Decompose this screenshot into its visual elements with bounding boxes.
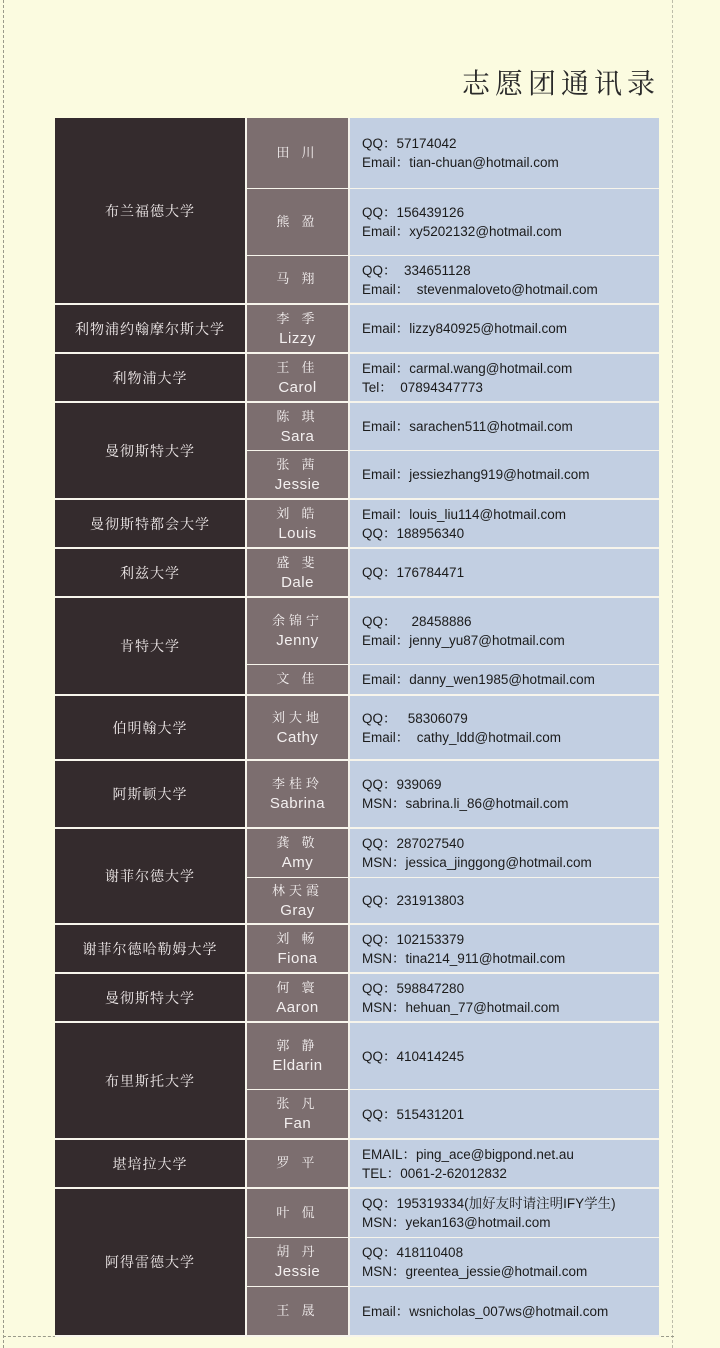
member-name: [247, 354, 350, 401]
university-group: [55, 500, 659, 549]
contact-line: QQ：287027540: [362, 836, 465, 851]
member-name: [247, 256, 350, 303]
contact-line: MSN：jessica_jinggong@hotmail.com: [362, 855, 592, 870]
contact-line: Email：carmal.wang@hotmail.com: [362, 360, 573, 376]
member-row: [247, 1286, 659, 1335]
chinese-name: 罗 平: [276, 1156, 319, 1171]
university-group: [55, 118, 659, 305]
chinese-name: 马 翔: [276, 272, 319, 287]
contact-line: Email：lizzy840925@hotmail.com: [362, 321, 568, 336]
member-row: [247, 1089, 659, 1138]
member-row: [247, 354, 659, 401]
member-list: [247, 305, 659, 352]
university-name: 谢菲尔德哈勒姆大学: [55, 925, 247, 972]
member-list: [247, 1140, 659, 1187]
contact-line: TEL：0061-2-62012832: [362, 1165, 507, 1181]
member-name: [247, 1238, 350, 1286]
perforation-left: [3, 0, 4, 1348]
member-list: [247, 549, 659, 596]
university-name: 曼彻斯特大学: [55, 403, 247, 498]
chinese-name: 何 寰: [276, 980, 319, 996]
chinese-name: 刘大地: [271, 710, 323, 726]
page-title: 志愿团通讯录: [461, 67, 660, 100]
member-name: [247, 761, 350, 827]
contact-line: Email：sarachen511@hotmail.com: [362, 419, 573, 434]
contact-line: MSN：greentea_jessie@hotmail.com: [362, 1264, 588, 1279]
contact-line: QQ：156439126: [362, 205, 465, 220]
contact-info: [350, 1189, 659, 1237]
university-group: [55, 598, 659, 696]
chinese-name: 田 川: [276, 145, 319, 161]
member-list: [247, 403, 659, 498]
member-name: [247, 598, 350, 664]
contact-line: EMAIL：ping_ace@bigpond.net.au: [362, 1146, 574, 1162]
member-row: [247, 696, 659, 759]
chinese-name: 叶 侃: [276, 1205, 319, 1221]
member-row: [247, 188, 659, 255]
contact-line: QQ：188956340: [362, 525, 465, 541]
contact-line: Email：louis_liu114@hotmail.com: [362, 506, 567, 522]
member-row: [247, 877, 659, 923]
member-name: [247, 305, 350, 352]
member-row: [247, 1023, 659, 1089]
member-name: [247, 500, 350, 547]
member-list: [247, 761, 659, 827]
contact-info: [350, 974, 659, 1021]
contact-info: [350, 1090, 659, 1138]
chinese-name: 刘 皓: [276, 506, 319, 522]
member-list: [247, 974, 659, 1021]
chinese-name: 文 佳: [276, 672, 319, 687]
member-row: [247, 829, 659, 877]
contact-line: QQ：176784471: [362, 565, 465, 580]
english-name: Louis: [278, 524, 317, 542]
member-name: [247, 1287, 350, 1335]
contact-line: QQ：195319334(加好友时请注明IFY学生): [362, 1196, 616, 1211]
chinese-name: 龚 敬: [276, 836, 319, 851]
contact-info: [350, 118, 659, 188]
member-name: [247, 1189, 350, 1237]
contact-line: Email：wsnicholas_007ws@hotmail.com: [362, 1303, 609, 1319]
english-name: Aaron: [276, 998, 319, 1016]
chinese-name: 王 佳: [276, 360, 319, 376]
chinese-name: 郭 静: [276, 1039, 319, 1054]
contact-info: [350, 256, 659, 303]
member-row: [247, 1189, 659, 1237]
member-row: [247, 118, 659, 188]
contact-line: Email：jenny_yu87@hotmail.com: [362, 633, 565, 648]
university-group: [55, 354, 659, 403]
university-name: 利兹大学: [55, 549, 247, 596]
member-row: [247, 549, 659, 596]
member-list: [247, 925, 659, 972]
member-row: [247, 761, 659, 827]
contact-info: [350, 761, 659, 827]
chinese-name: 李桂玲: [271, 777, 323, 792]
english-name: Lizzy: [279, 329, 316, 347]
chinese-name: 王 晟: [276, 1303, 319, 1319]
member-row: [247, 1237, 659, 1286]
university-name: 阿得雷德大学: [55, 1189, 247, 1335]
university-group: [55, 549, 659, 598]
member-list: [247, 500, 659, 547]
contact-line: QQ：515431201: [362, 1106, 465, 1122]
contact-info: [350, 829, 659, 877]
contact-line: QQ：410414245: [362, 1048, 465, 1064]
member-name: [247, 696, 350, 759]
english-name: Eldarin: [272, 1057, 323, 1074]
contact-info: [350, 925, 659, 972]
university-name: 伯明翰大学: [55, 696, 247, 759]
chinese-name: 熊 盈: [276, 214, 319, 230]
university-name: 阿斯顿大学: [55, 761, 247, 827]
member-name: [247, 1090, 350, 1138]
member-name: [247, 829, 350, 877]
english-name: Fan: [283, 1115, 312, 1132]
member-name: [247, 925, 350, 972]
english-name: Fiona: [277, 949, 318, 967]
english-name: Carol: [278, 378, 317, 396]
member-name: [247, 665, 350, 694]
contact-line: MSN：tina214_911@hotmail.com: [362, 950, 566, 966]
contact-line: Email： cathy_ldd@hotmail.com: [362, 729, 562, 745]
university-name: 布里斯托大学: [55, 1023, 247, 1138]
contact-line: QQ：939069: [362, 777, 442, 792]
university-name: 谢菲尔德大学: [55, 829, 247, 923]
member-row: [247, 598, 659, 664]
contact-info: [350, 665, 659, 694]
member-row: [247, 974, 659, 1021]
chinese-name: 林天霞: [271, 883, 323, 899]
member-list: [247, 696, 659, 759]
member-row: [247, 1140, 659, 1187]
university-group: [55, 925, 659, 974]
contact-line: Tel： 07894347773: [362, 379, 483, 395]
chinese-name: 胡 丹: [276, 1245, 319, 1260]
contact-line: QQ： 334651128: [362, 262, 471, 278]
university-group: [55, 403, 659, 500]
university-name: 利物浦大学: [55, 354, 247, 401]
university-name: 布兰福德大学: [55, 118, 247, 303]
english-name: Cathy: [276, 728, 319, 746]
member-name: [247, 1023, 350, 1089]
contact-line: QQ：102153379: [362, 931, 465, 947]
english-name: Jessie: [274, 1263, 321, 1280]
contact-line: Email：xy5202132@hotmail.com: [362, 224, 562, 239]
contact-info: [350, 451, 659, 498]
contact-line: QQ：598847280: [362, 980, 465, 996]
member-list: [247, 354, 659, 401]
university-name: 曼彻斯特都会大学: [55, 500, 247, 547]
contact-info: [350, 403, 659, 450]
contact-info: [350, 354, 659, 401]
university-group: [55, 761, 659, 829]
member-name: [247, 549, 350, 596]
english-name: Jessie: [274, 475, 321, 493]
contact-info: [350, 549, 659, 596]
directory-table: [55, 118, 659, 1337]
university-name: 肯特大学: [55, 598, 247, 694]
contact-line: QQ： 58306079: [362, 710, 468, 726]
contact-info: [350, 500, 659, 547]
member-name: [247, 1140, 350, 1187]
contact-line: QQ：231913803: [362, 893, 465, 908]
university-group: [55, 1189, 659, 1337]
contact-line: QQ： 28458886: [362, 614, 472, 629]
english-name: Amy: [281, 854, 314, 871]
university-group: [55, 696, 659, 761]
english-name: Jenny: [276, 632, 319, 649]
contact-info: [350, 189, 659, 255]
university-name: 堪培拉大学: [55, 1140, 247, 1187]
contact-line: MSN：sabrina.li_86@hotmail.com: [362, 796, 569, 811]
university-group: [55, 305, 659, 354]
contact-line: Email：jessiezhang919@hotmail.com: [362, 467, 590, 482]
university-group: [55, 1023, 659, 1140]
member-row: [247, 255, 659, 303]
english-name: Gray: [280, 901, 315, 919]
member-list: [247, 1189, 659, 1335]
contact-line: QQ：418110408: [362, 1245, 464, 1260]
university-group: [55, 974, 659, 1023]
english-name: Sara: [280, 427, 315, 445]
member-row: [247, 500, 659, 547]
contact-line: QQ：57174042: [362, 136, 457, 151]
member-name: [247, 189, 350, 255]
contact-line: Email：danny_wen1985@hotmail.com: [362, 672, 595, 687]
contact-info: [350, 1287, 659, 1335]
member-row: [247, 450, 659, 498]
chinese-name: 刘 畅: [276, 931, 319, 947]
member-list: [247, 1023, 659, 1138]
english-name: Dale: [281, 573, 314, 591]
contact-info: [350, 1238, 659, 1286]
member-name: [247, 451, 350, 498]
member-row: [247, 305, 659, 352]
contact-info: [350, 1023, 659, 1089]
chinese-name: 余锦宁: [271, 614, 323, 629]
english-name: Sabrina: [269, 795, 326, 812]
contact-info: [350, 696, 659, 759]
university-group: [55, 829, 659, 925]
contact-info: [350, 878, 659, 923]
perforation-right: [672, 0, 673, 1348]
contact-line: Email：tian-chuan@hotmail.com: [362, 155, 559, 170]
member-row: [247, 664, 659, 694]
contact-info: [350, 305, 659, 352]
chinese-name: 张 茜: [276, 457, 319, 473]
member-name: [247, 878, 350, 923]
chinese-name: 李 季: [276, 311, 319, 327]
member-list: [247, 598, 659, 694]
chinese-name: 张 凡: [276, 1097, 319, 1112]
chinese-name: 陈 琪: [276, 409, 319, 425]
member-name: [247, 118, 350, 188]
contact-line: MSN：hehuan_77@hotmail.com: [362, 999, 560, 1015]
member-list: [247, 829, 659, 923]
chinese-name: 盛 斐: [276, 555, 319, 571]
member-name: [247, 403, 350, 450]
member-list: [247, 118, 659, 303]
member-row: [247, 403, 659, 450]
contact-line: MSN：yekan163@hotmail.com: [362, 1215, 551, 1230]
university-name: 曼彻斯特大学: [55, 974, 247, 1021]
member-name: [247, 974, 350, 1021]
contact-info: [350, 598, 659, 664]
university-group: [55, 1140, 659, 1189]
member-row: [247, 925, 659, 972]
contact-line: Email： stevenmaloveto@hotmail.com: [362, 281, 598, 297]
university-name: 利物浦约翰摩尔斯大学: [55, 305, 247, 352]
contact-info: [350, 1140, 659, 1187]
